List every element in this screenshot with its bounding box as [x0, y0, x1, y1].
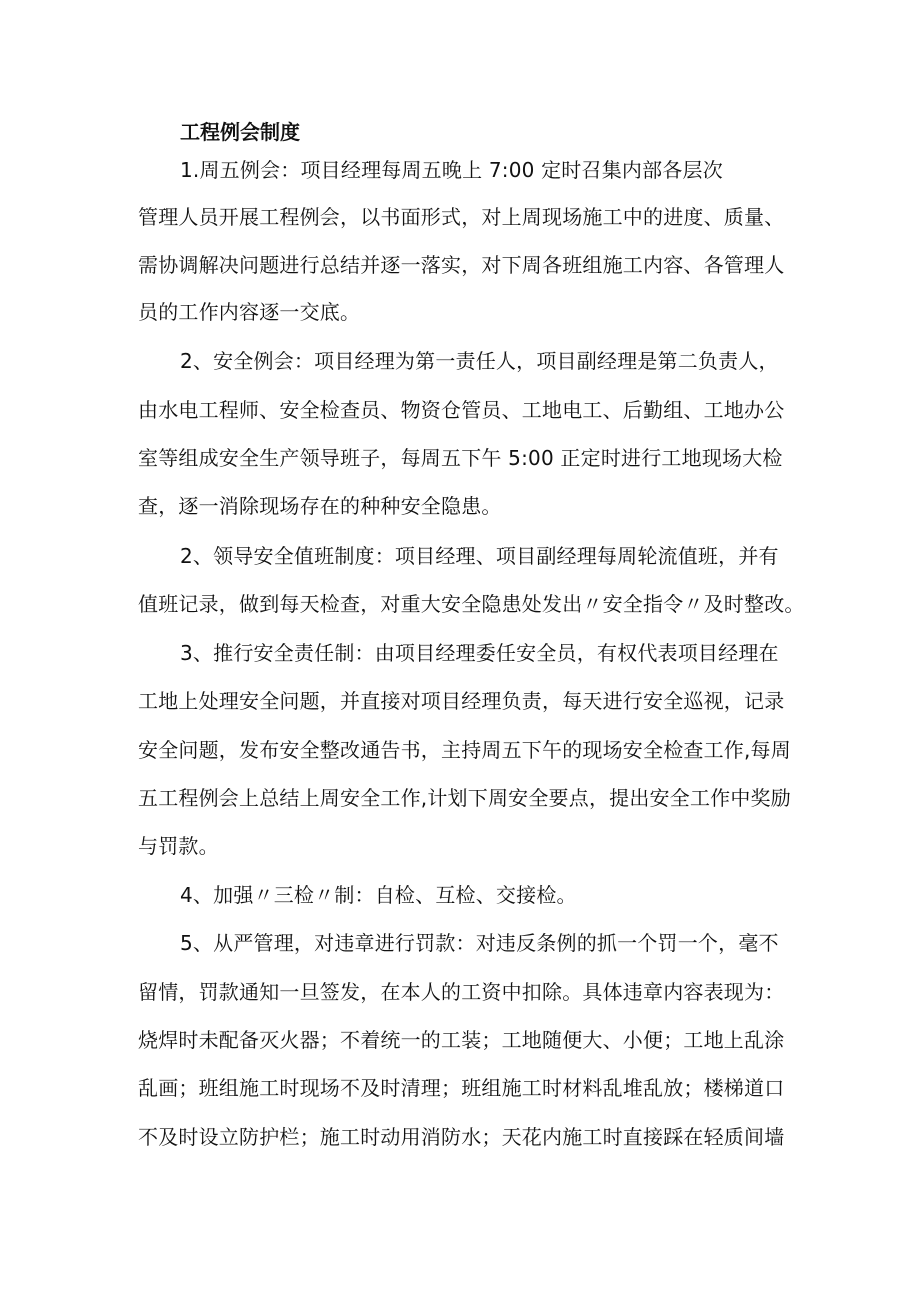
text-line: 不及时设立防护栏；施工时动用消防水；天花内施工时直接踩在轻质间墙	[138, 1125, 785, 1149]
text-line: 安全问题，发布安全整改通告书，主持周五下午的现场安全检查工作,每周	[138, 738, 791, 762]
text-line: 烧焊时未配备灭火器；不着统一的工装；工地随便大、小便；工地上乱涂	[138, 1028, 785, 1052]
text-line: 管理人员开展工程例会，以书面形式，对上周现场施工中的进度、质量、	[138, 205, 785, 229]
text-line: 与罚款。	[138, 834, 219, 858]
text-line: 4、加强〃三检〃制：自检、互检、交接检。	[180, 883, 577, 907]
text-line: 查，逐一消除现场存在的种种安全隐患。	[138, 494, 502, 518]
text-line: 1.周五例会：项目经理每周五晚上 7:00 定时召集内部各层次	[180, 158, 723, 182]
text-line: 工地上处理安全问题，并直接对项目经理负责，每天进行安全巡视，记录	[138, 689, 785, 713]
text-line: 2、领导安全值班制度：项目经理、项目副经理每周轮流值班，并有	[180, 544, 779, 568]
text-line: 3、推行安全责任制：由项目经理委任安全员，有权代表项目经理在	[180, 641, 779, 665]
text-line: 5、从严管理，对违章进行罚款：对违反条例的抓一个罚一个，毫不	[180, 931, 779, 955]
text-line: 留情，罚款通知一旦签发，在本人的工资中扣除。具体违章内容表现为：	[138, 980, 785, 1004]
document-title: 工程例会制度	[180, 120, 300, 144]
text-line: 需协调解决问题进行总结并逐一落实，对下周各班组施工内容、各管理人	[138, 253, 785, 277]
text-line: 五工程例会上总结上周安全工作,计划下周安全要点，提出安全工作中奖励	[138, 786, 791, 810]
text-line: 2、安全例会：项目经理为第一责任人，项目副经理是第二负责人，	[180, 349, 779, 373]
text-line: 乱画；班组施工时现场不及时清理；班组施工时材料乱堆乱放；楼梯道口	[138, 1076, 785, 1100]
text-line: 由水电工程师、安全检查员、物资仓管员、工地电工、后勤组、工地办公	[138, 398, 785, 422]
text-line: 值班记录，做到每天检查，对重大安全隐患处发出〃安全指令〃及时整改。	[138, 592, 805, 616]
text-line: 员的工作内容逐一交底。	[138, 300, 361, 324]
text-line: 室等组成安全生产领导班子，每周五下午 5:00 正定时进行工地现场大检	[138, 446, 783, 470]
